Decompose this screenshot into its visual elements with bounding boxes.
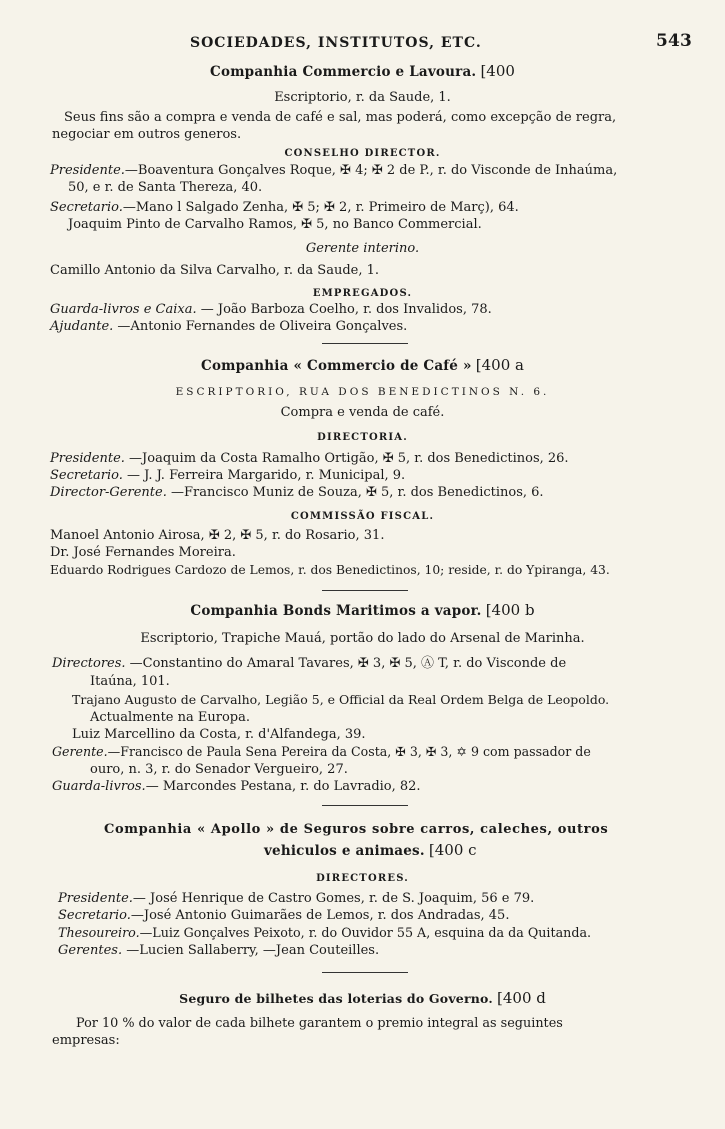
section-1-heading xyxy=(0,63,725,81)
section-2-heading xyxy=(0,357,725,375)
role-label: Presidente. xyxy=(50,451,125,466)
role-label: Gerente. xyxy=(52,744,108,759)
section-1-assistant xyxy=(50,319,407,335)
section-divider xyxy=(322,343,408,344)
role-label: Guarda-livros. xyxy=(52,779,146,794)
section-1-president-cont: 50, e r. de Santa Thereza, 40. xyxy=(68,180,263,195)
section-2-fiscal-3: Eduardo Rodrigues Cardozo de Lemos, r. dos Benedictinos, 10; reside, r. do Ypiranga, 43. xyxy=(50,563,610,577)
role-label: Secretario. xyxy=(50,200,123,215)
section-3-address: Escriptorio, Trapiche Mauá, portão do lado do Arsenal de Marinha. xyxy=(140,631,585,646)
section-3-directors-cont: Itaúna, 101. xyxy=(90,674,170,689)
section-4-subheading-directors: DIRECTORES. xyxy=(316,873,409,884)
role-label: Directores. xyxy=(52,656,126,671)
section-3-code: [400 b xyxy=(485,601,535,619)
section-2-secretary xyxy=(50,468,405,484)
page-number: 543 xyxy=(656,31,693,51)
section-divider xyxy=(322,805,408,806)
section-3-director-2-cont: Actualmente na Europa. xyxy=(90,710,250,725)
entry-text: —Boaventura Gonçalves Roque, ✠ 4; ✠ 2 de P., r. do Visconde de Inhaúma, xyxy=(124,163,618,178)
section-2-aims: Compra e venda de café. xyxy=(280,405,445,420)
section-2-president xyxy=(50,451,569,467)
section-4-treasurer xyxy=(58,925,591,941)
role-label: Thesoureiro. xyxy=(58,925,140,940)
section-3-manager-cont: ouro, n. 3, r. do Senador Vergueiro, 27. xyxy=(90,762,348,777)
section-2-fiscal-1: Manoel Antonio Airosa, ✠ 2, ✠ 5, r. do Rosario, 31. xyxy=(50,528,385,543)
role-label: Secretario. xyxy=(50,468,123,483)
section-3-title: Companhia Bonds Maritimos a vapor. xyxy=(190,603,482,619)
section-5-text-line1: Por 10 % do valor de cada bilhete garantem o premio integral as seguintes xyxy=(76,1016,563,1031)
entry-text: —Mano l Salgado Zenha, ✠ 5; ✠ 2, r. Primeiro de Març), 64. xyxy=(122,200,519,215)
entry-text: —Constantino do Amaral Tavares, ✠ 3, ✠ 5, Ⓐ T, r. do Visconde de xyxy=(125,656,567,671)
section-1-address: Escriptorio, r. da Saude, 1. xyxy=(274,90,451,105)
entry-text: —Lucien Sallaberry, —Jean Couteilles. xyxy=(122,943,380,958)
entry-text: — Marcondes Pestana, r. do Lavradio, 82. xyxy=(145,779,421,794)
section-1-member: Joaquim Pinto de Carvalho Ramos, ✠ 5, no Banco Commercial. xyxy=(68,217,482,232)
section-2-fiscal-2: Dr. José Fernandes Moreira. xyxy=(50,545,236,560)
section-1-code: [400 xyxy=(480,62,515,80)
section-1-title: Companhia Commercio e Lavoura. xyxy=(210,64,477,80)
role-label: Ajudante. xyxy=(50,319,114,334)
section-5-text-line2: empresas: xyxy=(52,1033,120,1048)
role-label: Presidente. xyxy=(50,163,125,178)
section-4-title-line1: Companhia « Apollo » de Seguros sobre carros, caleches, outros xyxy=(104,822,609,837)
role-label: Presidente. xyxy=(58,891,133,906)
role-label: Guarda-livros e Caixa. xyxy=(50,302,197,317)
section-3-bookkeeper xyxy=(52,779,421,795)
entry-text: — José Henrique de Castro Gomes, r. de S. Joaquim, 56 e 79. xyxy=(132,891,535,906)
section-1-subheading-council: CONSELHO DIRECTOR. xyxy=(284,148,441,159)
section-5-title: Seguro de bilhetes das loterias do Governo. xyxy=(179,991,493,1006)
section-1-secretary xyxy=(50,200,519,216)
section-1-manager: Camillo Antonio da Silva Carvalho, r. da Saude, 1. xyxy=(50,263,380,278)
section-1-aims-line2: negociar em outros generos. xyxy=(52,127,242,142)
section-3-director-3: Luiz Marcellino da Costa, r. d'Alfandega, 39. xyxy=(72,727,366,742)
section-3-manager xyxy=(52,744,591,760)
entry-text: —José Antonio Guimarães de Lemos, r. dos Andradas, 45. xyxy=(130,908,510,923)
section-divider xyxy=(322,590,408,591)
section-divider xyxy=(322,972,408,973)
section-4-title-tail: vehiculos e animaes. xyxy=(264,843,425,859)
section-4-code: [400 c xyxy=(428,841,477,859)
section-4-secretary xyxy=(58,908,509,924)
section-4-title-line2 xyxy=(264,842,477,860)
entry-text: —Luiz Gonçalves Peixoto, r. do Ouvidor 55 A, esquina da da Quitanda. xyxy=(139,925,592,940)
role-label: Director-Gerente. xyxy=(50,485,167,500)
section-1-president xyxy=(50,163,617,179)
entry-text: — J. J. Ferreira Margarido, r. Municipal, 9. xyxy=(122,468,406,483)
section-4-managers xyxy=(58,943,379,959)
section-2-subheading-board: DIRECTORIA. xyxy=(317,432,408,443)
section-1-subheading-manager: Gerente interino. xyxy=(305,241,420,256)
entry-text: —Antonio Fernandes de Oliveira Gonçalves. xyxy=(113,319,408,334)
section-3-directors xyxy=(52,656,566,672)
running-header: SOCIEDADES, INSTITUTOS, ETC. xyxy=(190,35,482,51)
entry-text: —Francisco Muniz de Souza, ✠ 5, r. dos Benedictinos, 6. xyxy=(166,485,544,500)
section-4-president xyxy=(58,891,534,907)
role-label: Secretario. xyxy=(58,908,131,923)
section-1-aims-line1: Seus fins são a compra e venda de café e sal, mas poderá, como excepção de regra, xyxy=(64,110,617,125)
section-1-subheading-employees: EMPREGADOS. xyxy=(312,288,413,299)
entry-text: —Joaquim da Costa Ramalho Ortigão, ✠ 5, r. dos Benedictinos, 26. xyxy=(124,451,569,466)
section-2-address: ESCRIPTORIO, RUA DOS BENEDICTINOS N. 6. xyxy=(175,386,550,398)
section-1-bookkeeper xyxy=(50,302,492,318)
entry-text: —Francisco de Paula Sena Pereira da Costa, ✠ 3, ✠ 3, ✡ 9 com passador de xyxy=(107,744,591,759)
section-2-title: Companhia « Commercio de Café » xyxy=(201,358,472,374)
section-5-code: [400 d xyxy=(497,989,546,1007)
section-2-code: [400 a xyxy=(475,356,524,374)
section-2-subheading-fiscal: COMMISSÃO FISCAL. xyxy=(290,511,435,522)
section-3-heading xyxy=(0,602,725,620)
section-5-heading xyxy=(0,990,725,1008)
section-2-director xyxy=(50,485,544,501)
entry-text: — João Barboza Coelho, r. dos Invalidos, 78. xyxy=(196,302,492,317)
section-3-director-2: Trajano Augusto de Carvalho, Legião 5, e Official da Real Ordem Belga de Leopoldo. xyxy=(72,692,610,707)
role-label: Gerentes. xyxy=(58,943,123,958)
